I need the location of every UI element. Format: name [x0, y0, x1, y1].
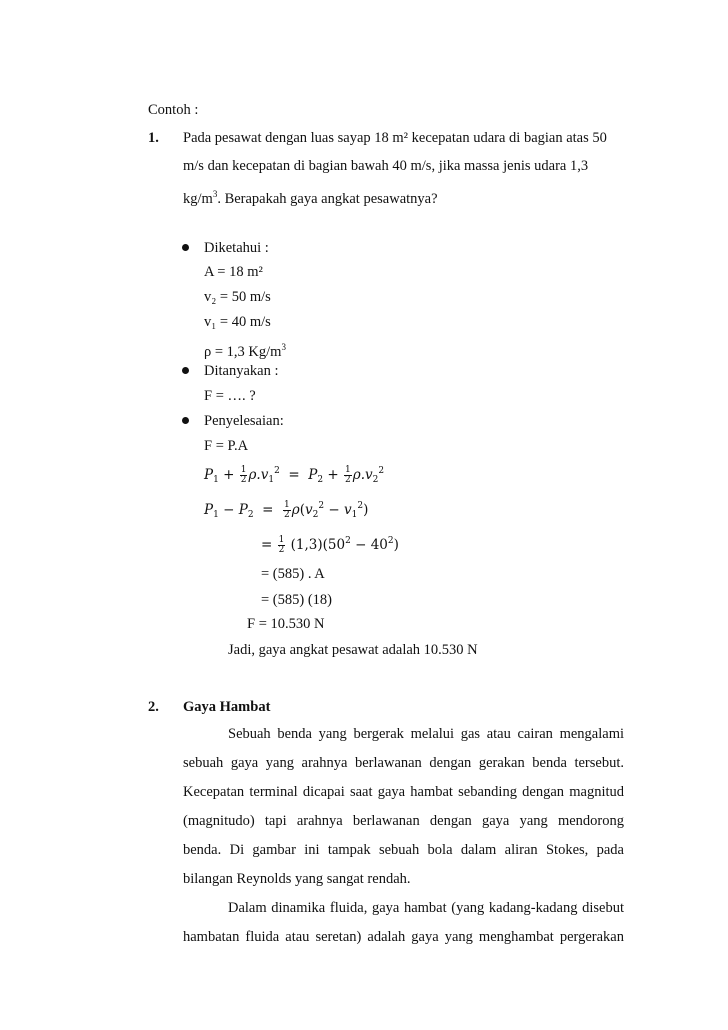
- example-heading: Contoh :: [148, 102, 199, 118]
- solution-formula: F = P.A: [204, 438, 249, 454]
- conclusion-text: Jadi, gaya angkat pesawat adalah 10.530 N: [228, 642, 478, 658]
- bernoulli-equation: $P_1$ + $\frac{1}{2}$ $\rho.v_1^2 = P_2$ + $\frac{1}{2}$ $\rho.v_2^2$: [204, 465, 385, 485]
- known-v1: v₁ = 40 m/s: [204, 314, 271, 330]
- section-number: 2.: [148, 699, 159, 715]
- question-line-2: m/s dan kecepatan di bagian bawah 40 m/s, jika massa jenis udara 1,3: [183, 158, 589, 174]
- paragraph-line: sebuah gaya yang arahnya berlawanan dengan gerakan benda tersebut.: [183, 755, 624, 771]
- asked-force: F = …. ?: [204, 388, 256, 404]
- known-label: Diketahui :: [204, 240, 269, 256]
- pressure-difference-equation: $P_1 - P_2$ = $\frac{1}{2}$ $\rho(v_2^2 - v_1^2)$: [204, 500, 369, 520]
- question-line-1: Pada pesawat dengan luas sayap 18 m² kecepatan udara di bagian atas 50: [183, 130, 607, 146]
- question-number: 1.: [148, 130, 159, 146]
- paragraph-line: Sebuah benda yang bergerak melalui gas atau cairan mengalami: [228, 726, 624, 742]
- question-line-3: $kg/m^3$. Berapakah gaya angkat pesawatnya?: [183, 189, 438, 207]
- paragraph-line: benda. Di gambar ini tampak sebuah bola dalam aliran Stokes, pada: [183, 842, 624, 858]
- bullet-icon: [182, 417, 189, 424]
- paragraph-line: Dalam dinamika fluida, gaya hambat (yang kadang-kadang disebut: [228, 900, 624, 916]
- asked-label: Ditanyakan :: [204, 363, 279, 379]
- bullet-icon: [182, 244, 189, 251]
- paragraph-line: bilangan Reynolds yang sangat rendah.: [183, 871, 411, 887]
- paragraph-line: (magnitudo) tapi arahnya berlawanan dengan gaya yang mendorong: [183, 813, 624, 829]
- solution-label: Penyelesaian:: [204, 413, 284, 429]
- section-title: Gaya Hambat: [183, 699, 271, 715]
- multiplication-equation: = (585) (18): [261, 592, 332, 608]
- known-v2: v₂ = 50 m/s: [204, 289, 271, 305]
- force-result: F = 10.530 N: [247, 616, 325, 632]
- known-density: ρ = 1,3 $Kg/m^3$: [204, 342, 286, 360]
- paragraph-line: hambatan fluida atau seretan) adalah gaya yang menghambat pergerakan: [183, 929, 624, 945]
- result-equation: = (585) . A: [261, 566, 325, 582]
- substitution-equation: = $\frac{1}{2}$ $(1,3)(50^2 - 40^2)$: [261, 535, 399, 555]
- paragraph-line: Kecepatan terminal dicapai saat gaya hambat sebanding dengan magnitud: [183, 784, 624, 800]
- bullet-icon: [182, 367, 189, 374]
- known-area: A = 18 m²: [204, 264, 263, 280]
